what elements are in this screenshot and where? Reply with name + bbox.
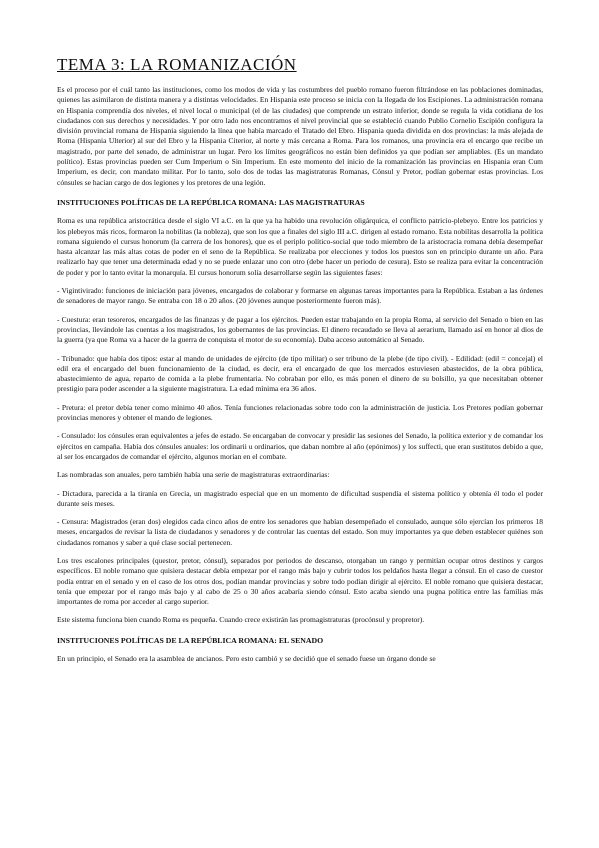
paragraph: - Vigintivirado: funciones de iniciación para jóvenes, encargados de colaborar y formarse en algunas tareas importantes para la República. Estaban a las órdenes de senadores de mayor rango. Se entraba con 18 o 20 años. (20 jóvenes aunque posteriormente fueron más). — [57, 286, 543, 306]
section-heading: INSTITUCIONES POLÍTICAS DE LA REPÚBLICA ROMANA: LAS MAGISTRATURAS — [57, 197, 365, 207]
paragraph: En un principio, el Senado era la asamblea de ancianos. Pero esto cambió y se decidió que el senado fuese un órgano donde se — [57, 654, 436, 664]
paragraph: - Pretura: el pretor debía tener como mínimo 40 años. Tenía funciones relacionadas sobre todo con la administración de justicia. Los Pretores podían gobernar provincias menores y obtener el mando de legiones. — [57, 402, 543, 423]
paragraph: Roma es una república aristocrática desde el siglo VI a.C. en la que ya ha habido una revolución oligárquica, el conflicto patricio-plebeyo. Entre los patricios y los plebeyos más ricos, formaron la nobilitas (la nobleza), que son los que a finales del siglo III a.C. dirigen al estado romano. Esta nobilitas desarrolla la política romana siguiendo el cursus honorum (la carrera de los honores), que es el periplo político-social que todo miembro de la aristocracia romana debía desempeñar hasta alcanzar las más altas cotas de poder en el seno de la República. Se realizaba por elecciones y todos los puestos son en principio durante un año. Para realizarlo hay que tener una determinada edad y no se puede enlazar uno con otro (debe hacer un periodo de cesura). Esto se realiza para evitar la concentración de poder y por lo tanto evitar la monarquía. El cursus honorum solía desarrollarse según las siguientes fases: — [57, 216, 543, 277]
paragraph: Este sistema funciona bien cuando Roma es pequeña. Cuando crece existirán las promagistraturas (procónsul y propretor). — [57, 615, 425, 625]
paragraph: Los tres escalones principales (questor, pretor, cónsul), separados por periodos de descanso, otorgaban un rango y permitían ocupar otros destinos y cargos específicos. El noble romano que quisiera destacar debía empezar por el rango más bajo y cubrir todos los peldaños hasta llegar a cónsul. En el caso de cuestor podía entrar en el senado y en el caso de los otros dos, podían mandar provincias y sobre todo podían dirigir al ejército. El noble romano que quisiera destacar, tenía que empezar por el rango más bajo y al cabo de 25 o 30 años acabaría siendo cónsul. Esto acaba siendo una pugna política entre las familias más importantes de roma por acceder al cargo superior. — [57, 555, 543, 607]
paragraph: - Cuestura: eran tesoreros, encargados de las finanzas y de pagar a los ejércitos. Pueden estar trabajando en la propia Roma, al servicio del Senado o bien en las provincias, llevándole las cuentas a los magistrados, los gobernantes de las provincias. El dinero recaudado se lleva al aerarium, llamado así en honor al dios de la guerra (ya que Roma va a hacer de la guerra de conquista el motor de su economía). Daba acceso automático al Senado. — [57, 314, 543, 345]
paragraph: Las nombradas son anuales, pero también había una serie de magistraturas extraordinarias: — [57, 470, 330, 480]
section-heading: INSTITUCIONES POLÍTICAS DE LA REPÚBLICA ROMANA: EL SENADO — [57, 635, 324, 645]
page-title: TEMA 3: LA ROMANIZACIÓN — [57, 55, 297, 74]
paragraph: - Tribunado: que había dos tipos: estar al mando de unidades de ejército (de tipo militar) o ser tribuno de la plebe (de tipo civil). - Edilidad: (edil = concejal) el edil era el encargado del buen funcionamiento de la ciudad, es decir, era el encargado de que los mercados estuviesen abastecidos, de la obra pública, abastecimiento de agua, reparto de comida a la plebe frumentaria. No cobraban por ello, es más ponen el dinero de su bolsillo, ya que necesitaban obtener prestigio para poder ascender a la siguiente magistratura. La edad mínima era 36 años. — [57, 353, 543, 394]
paragraph: - Censura: Magistrados (eran dos) elegidos cada cinco años de entre los senadores que habían desempeñado el consulado, aunque sólo ejercían los primeros 18 meses, encargados de revisar la lista de ciudadanos y senadores y de controlar las cuentas del estado. Son muy importantes ya que deben establecer quiénes son ciudadanos romanos y saber a qué clase social pertenecen. — [57, 517, 543, 547]
paragraph: Es el proceso por el cuál tanto las instituciones, como los modos de vida y las costumbres del pueblo romano fueron filtrándose en las poblaciones dominadas, quienes las asimilaron de distinta manera y a distintas velocidades. En Hispania este proceso se inicia con la llegada de los Escipiones. La administración romana en Hispania comprendía dos niveles, el nivel local o municipal (el de las ciudades) que comprende un estrato inferior, donde se regula la vida cotidiana de los ciudadanos con sus derechos y necesidades. Y por otro lado nos encontramos el nivel provincial que se estableció cuando Publio Cornelio Escipión configura la división provincial romana de Hispania siguiendo la línea que había marcado el Tratado del Ebro. Hispania queda dividida en dos provincias: la más alejada de Roma (Hispania Ulterior) al sur del Ebro y la Hispania Citerior, al norte y más cercana a Roma. Para los romanos, una provincia era el encargo que recibe un magistrado, por parte del senado, de administrar un lugar. Pero los límites geográficos no están bien definidos ya que podían ser ampliables. (Es un mandato político). Estas provincias pueden ser Cum Imperium o Sin Imperium. En este momento del inicio de la romanización las provincias en Hispania eran Cum Imperium, es decir, con mandato militar. Por lo tanto, solo dos de todas las magistraturas Romanas, Cónsul y Pretor, podían gobernar estas provincias. Los cónsules se hacían cargo de dos legiones y los pretores de una legión. — [57, 85, 543, 187]
paragraph: - Dictadura, parecida a la tiranía en Grecia, un magistrado especial que en un momento de dificultad suspendía el sistema político y obtenía él todo el poder durante seis meses. — [57, 488, 543, 508]
paragraph: - Consulado: los cónsules eran equivalentes a jefes de estado. Se encargaban de convocar y presidir las sesiones del Senado, la política exterior y de comandar los ejércitos en campaña. Había dos cónsules anuales: los ordinarii u ordinarios, que daban nombre al año (epónimos) y los suffecti, que eran sustitutos debido a que, al ser los encargados de comandar el ejército, algunos morían en el combate. — [57, 431, 543, 461]
document-body — [57, 85, 543, 672]
